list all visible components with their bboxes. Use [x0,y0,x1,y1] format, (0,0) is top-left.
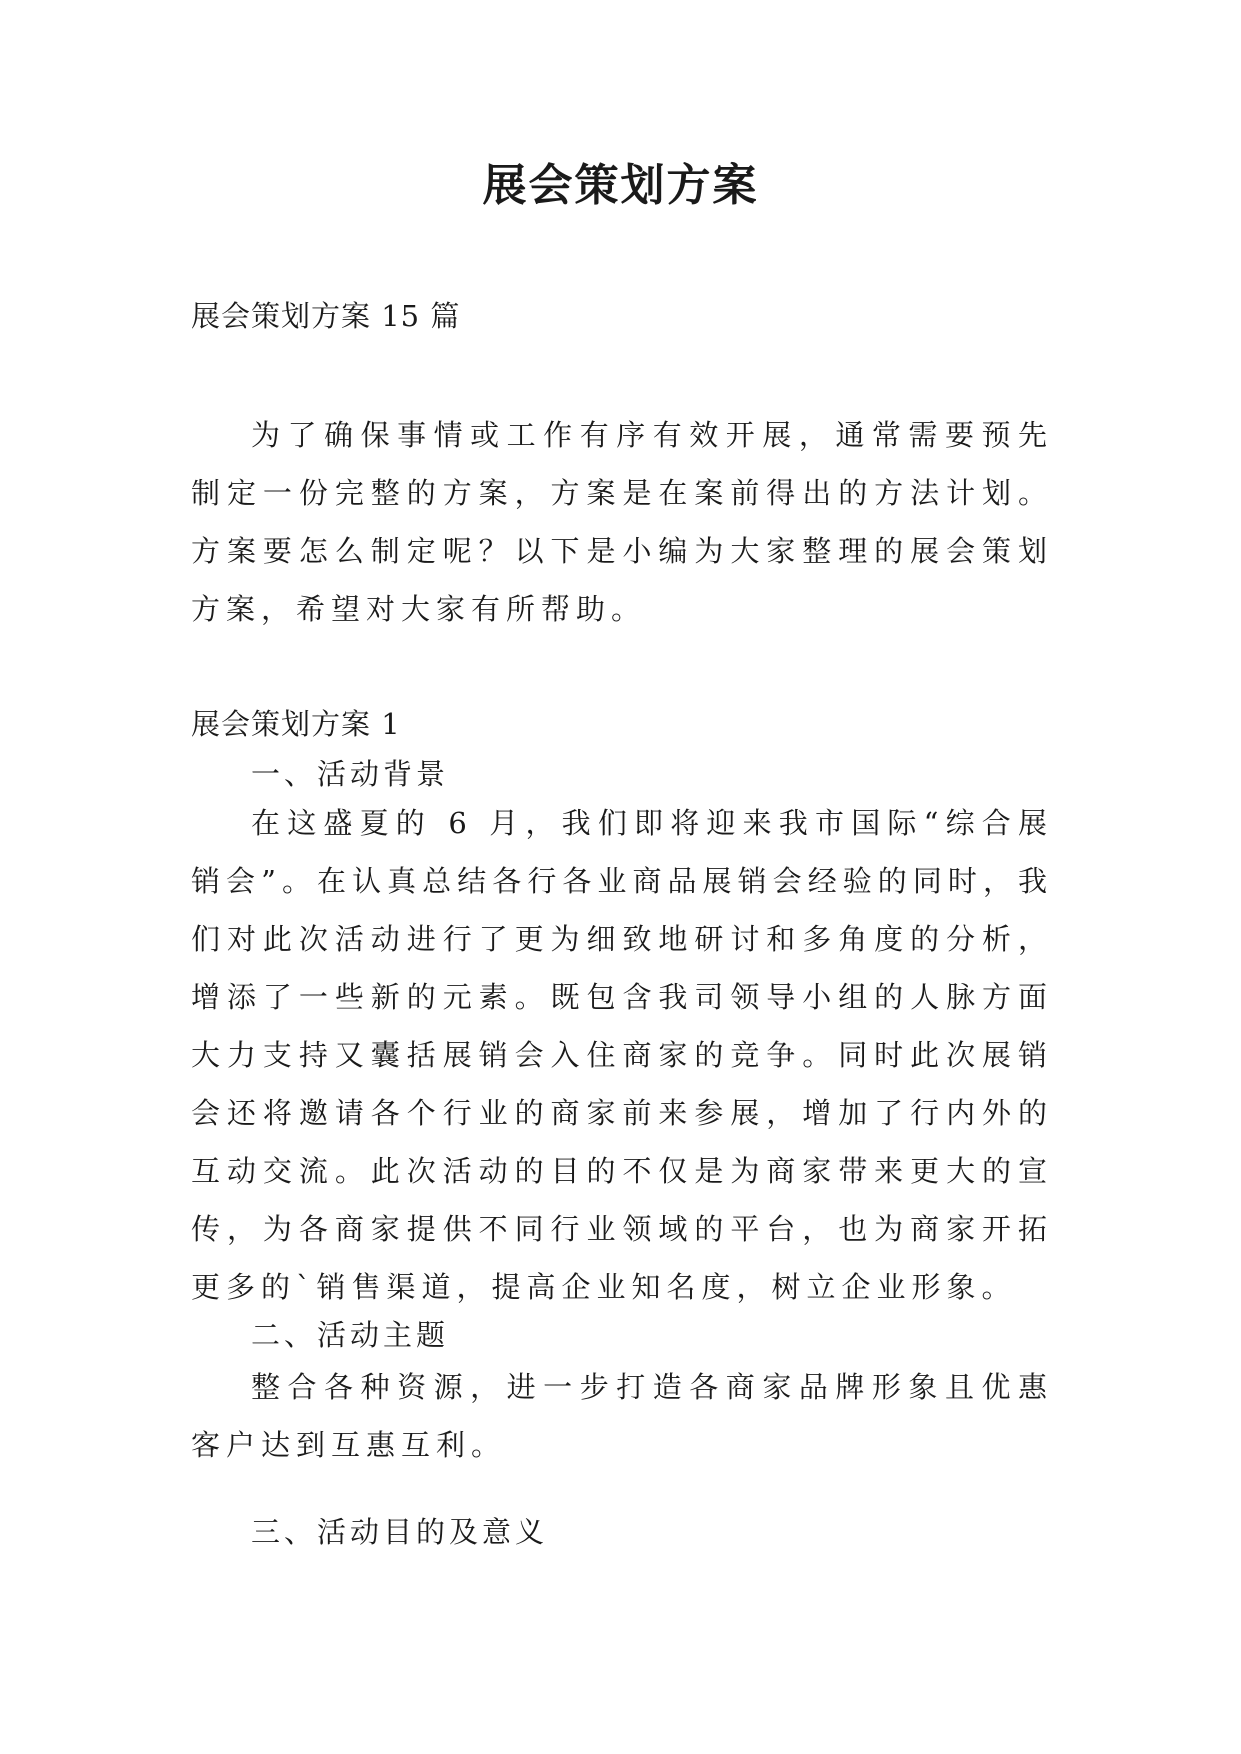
theme-heading: 二、活动主题 [251,1318,450,1352]
background-paragraph: 在这盛夏的 6 月，我们即将迎来我市国际“综合展销会”。在认真总结各行各业商品展销会经验的同时，我们对此次活动进行了更为细致地研讨和多角度的分析，增添了一些新的元素。既包含我司领导小组的人脉方面大力支持又囊括展销会入住商家的竞争。同时此次展销会还将邀请各个行业的商家前来参展，增加了行内外的互动交流。此次活动的目的不仅是为商家带来更大的宣传，为各商家提供不同行业领域的平台，也为商家开拓更多的`销售渠道，提高企业知名度，树立企业形象。 [191,806,1053,1304]
background-heading: 一、活动背景 [251,757,450,791]
theme-paragraph: 整合各种资源，进一步打造各商家品牌形象且优惠客户达到互惠互利。 [191,1370,1053,1462]
section-heading: 展会策划方案 1 [191,707,401,741]
document-subtitle: 展会策划方案 15 篇 [191,299,461,333]
document-title: 展会策划方案 [482,160,759,211]
purpose-heading: 三、活动目的及意义 [251,1515,549,1549]
intro-paragraph: 为了确保事情或工作有序有效开展，通常需要预先制定一份完整的方案，方案是在案前得出的方法计划。方案要怎么制定呢？以下是小编为大家整理的展会策划方案，希望对大家有所帮助。 [191,418,1053,626]
